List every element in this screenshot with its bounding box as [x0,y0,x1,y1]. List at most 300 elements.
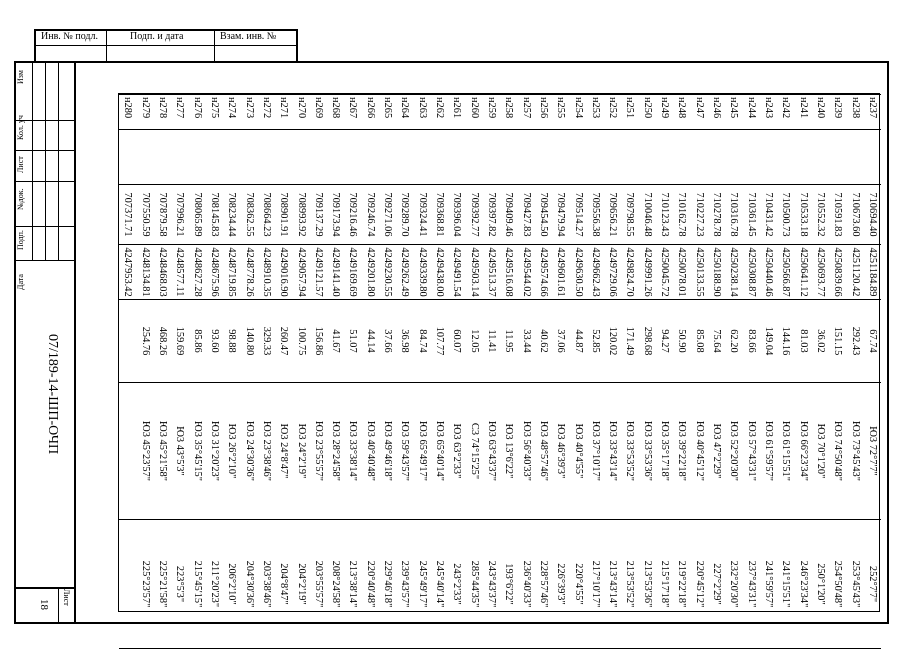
point-id: н257 [517,95,534,130]
bearing: Ю3 13°6'22" [500,383,517,520]
point-id: н243 [760,95,777,130]
azimuth: 246°23'34" [794,520,811,649]
distance: 36.02 [812,300,829,383]
y-coordinate: 4249141.40 [327,245,344,300]
bearing: Ю3 35°45'15" [189,383,206,520]
table-row [431,95,448,649]
distance: 11.95 [500,300,517,383]
blank-cell [517,130,534,185]
bearing: Ю3 23°38'46" [258,383,275,520]
y-coordinate: 4250566.87 [777,245,794,300]
bearing: Ю3 65°49'17" [414,383,431,520]
y-coordinate: 4248910.35 [258,245,275,300]
point-id: н251 [621,95,638,130]
table-row [569,95,586,649]
bearing: Ю3 40°4'55" [569,383,586,520]
distance: 44.87 [569,300,586,383]
x-coordinate: 710694.40 [864,185,881,245]
table-row [639,95,656,649]
y-coordinate: 4248627.28 [189,245,206,300]
y-coordinate: 4249601.61 [552,245,569,300]
azimuth: 203°38'46" [258,520,275,649]
x-coordinate: 709246.74 [362,185,379,245]
blank-cell [414,130,431,185]
blank-cell [725,130,742,185]
distance: 11.41 [483,300,500,383]
bearing: Ю3 61°59'57" [760,383,777,520]
table-row [656,95,673,649]
distance: 81.03 [794,300,811,383]
x-coordinate: 709514.27 [569,185,586,245]
y-coordinate: 4249491.54 [448,245,465,300]
x-coordinate: 708901.91 [275,185,292,245]
y-coordinate: 4251184.89 [864,245,881,300]
point-id: н256 [535,95,552,130]
blank-cell [621,130,638,185]
bearing: Ю3 52°20'30" [725,383,742,520]
point-id: н278 [154,95,171,130]
y-coordinate: 4247953.42 [119,245,137,300]
azimuth: 252°7'7" [864,520,881,649]
point-id: н239 [829,95,846,130]
x-coordinate: 707550.59 [137,185,154,245]
x-coordinate: 710500.73 [777,185,794,245]
azimuth: 208°24'58" [327,520,344,649]
distance: 85.86 [189,300,206,383]
coordinates-table [118,93,880,612]
x-coordinate: 709479.94 [552,185,569,245]
vzam-inv-label: Взам. инв. № [220,31,277,42]
azimuth: 227°2'29" [708,520,725,649]
x-coordinate: 708234.44 [223,185,240,245]
bearing: Ю3 74°50'48" [829,383,846,520]
y-coordinate: 4248778.26 [240,245,257,300]
coordinates-table-grid [119,94,881,649]
azimuth: 220°4'55" [569,520,586,649]
table-row [396,95,413,649]
y-coordinate: 4248577.11 [171,245,188,300]
y-coordinate: 4249121.57 [310,245,327,300]
x-coordinate: 710591.83 [829,185,846,245]
table-row [344,95,361,649]
stamp-list: Лист [16,156,25,173]
azimuth: 213°43'14" [604,520,621,649]
table-row [604,95,621,649]
blank-cell [119,130,137,185]
blank-cell [379,130,396,185]
y-coordinate: 4248719.85 [223,245,240,300]
y-coordinate: 4249630.50 [569,245,586,300]
blank-cell [604,130,621,185]
azimuth: 253°45'43" [846,520,863,649]
azimuth: 206°2'10" [223,520,240,649]
azimuth: 245°49'17" [414,520,431,649]
azimuth: 239°43'57" [396,520,413,649]
table-row [673,95,690,649]
bearing: Ю3 33°43'14" [604,383,621,520]
y-coordinate: 4250238.14 [725,245,742,300]
distance: 149.04 [760,300,777,383]
table-row [760,95,777,649]
bearing: Ю3 56°40'33" [517,383,534,520]
y-coordinate: 4249574.66 [535,245,552,300]
bearing: Ю3 63°43'37" [483,383,500,520]
point-id: н275 [206,95,223,130]
blank-cell [708,130,725,185]
azimuth: 204°8'47" [275,520,292,649]
x-coordinate: 709137.29 [310,185,327,245]
distance: 37.66 [379,300,396,383]
table-row [327,95,344,649]
x-coordinate: 710431.42 [760,185,777,245]
distance: 292.43 [846,300,863,383]
bearing: Ю3 47°2'29" [708,383,725,520]
blank-cell [327,130,344,185]
point-id: н242 [777,95,794,130]
blank-cell [258,130,275,185]
table-row [864,95,881,649]
x-coordinate: 708993.92 [292,185,309,245]
table-row [171,95,188,649]
azimuth: 217°10'17" [587,520,604,649]
blank-cell [864,130,881,185]
point-id: н276 [189,95,206,130]
x-coordinate: 709392.77 [466,185,483,245]
point-id: н255 [552,95,569,130]
x-coordinate: 709409.46 [500,185,517,245]
blank-cell [466,130,483,185]
blank-cell [794,130,811,185]
y-coordinate: 4250308.87 [743,245,760,300]
bearing: Ю3 31°20'23" [206,383,223,520]
x-coordinate: 709656.21 [604,185,621,245]
table-row [379,95,396,649]
bearing: Ю3 26°2'10" [223,383,240,520]
blank-cell [846,130,863,185]
x-coordinate: 710046.48 [639,185,656,245]
blank-cell [137,130,154,185]
distance: 100.75 [292,300,309,383]
y-coordinate: 4248134.81 [137,245,154,300]
stamp-podp: Подп. [16,230,25,250]
azimuth: 204°2'19" [292,520,309,649]
distance: 120.02 [604,300,621,383]
distance: 41.67 [327,300,344,383]
blank-cell [569,130,586,185]
point-id: н269 [310,95,327,130]
azimuth: 241°59'57" [760,520,777,649]
y-coordinate: 4249262.49 [396,245,413,300]
x-coordinate: 709324.41 [414,185,431,245]
bearing: С3 74°15'25" [466,383,483,520]
distance: 260.47 [275,300,292,383]
bearing: Ю3 61°15'51" [777,383,794,520]
document-code: 07/189-14-ШП-ОЧП [45,334,60,455]
bearing: Ю3 40°40'48" [362,383,379,520]
table-row [466,95,483,649]
blank-cell [691,130,708,185]
x-coordinate: 710533.18 [794,185,811,245]
x-coordinate: 710227.23 [691,185,708,245]
distance: 151.15 [829,300,846,383]
table-row [137,95,154,649]
x-coordinate: 707879.58 [154,185,171,245]
x-coordinate: 709289.70 [396,185,413,245]
blank-cell [171,130,188,185]
table-row [119,95,137,649]
distance: 44.14 [362,300,379,383]
point-id: н274 [223,95,240,130]
x-coordinate: 707371.71 [119,185,137,245]
bearing: Ю3 63°2'33" [448,383,465,520]
azimuth: 232°20'30" [725,520,742,649]
blank-cell [743,130,760,185]
azimuth: 223°5'3" [171,520,188,649]
y-coordinate: 4249503.14 [466,245,483,300]
distance: 144.16 [777,300,794,383]
blank-cell [292,130,309,185]
y-coordinate: 4250641.12 [794,245,811,300]
x-coordinate: 709271.06 [379,185,396,245]
y-coordinate: 4249516.08 [500,245,517,300]
x-coordinate: 708664.23 [258,185,275,245]
azimuth: 215°17'18" [656,520,673,649]
y-coordinate: 4249169.69 [344,245,361,300]
blank-cell [812,130,829,185]
distance: 254.76 [137,300,154,383]
azimuth: 285°44'35" [466,520,483,649]
bearing: Ю3 45°23'57" [137,383,154,520]
y-coordinate: 4250839.66 [829,245,846,300]
bearing: Ю3 33°53'36" [639,383,656,520]
point-id: н268 [327,95,344,130]
y-coordinate: 4250693.77 [812,245,829,300]
table-row [535,95,552,649]
distance: 62.20 [725,300,742,383]
table-row [189,95,206,649]
bearing: Ю3 73°45'43" [846,383,863,520]
blank-cell [448,130,465,185]
bearing: Ю3 66°23'34" [794,383,811,520]
y-coordinate: 4250440.46 [760,245,777,300]
azimuth: 219°22'18" [673,520,690,649]
blank-cell [154,130,171,185]
bearing: Ю3 65°40'14" [431,383,448,520]
bearing: Ю3 57°43'31" [743,383,760,520]
azimuth: 213°53'52" [621,520,638,649]
bearing: Ю3 70°1'20" [812,383,829,520]
x-coordinate: 709368.81 [431,185,448,245]
bearing: Ю3 24°8'47" [275,383,292,520]
x-coordinate: 710361.45 [743,185,760,245]
azimuth: 213°53'36" [639,520,656,649]
point-id: н267 [344,95,361,130]
point-id: н237 [864,95,881,130]
blank-cell [344,130,361,185]
distance: 12.05 [466,300,483,383]
distance: 83.66 [743,300,760,383]
azimuth: 215°45'15" [189,520,206,649]
azimuth: 220°45'12" [691,520,708,649]
distance: 85.08 [691,300,708,383]
blank-cell [483,130,500,185]
distance: 37.06 [552,300,569,383]
table-row [414,95,431,649]
bearing: Ю3 28°24'58" [327,383,344,520]
distance: 468.26 [154,300,171,383]
blank-cell [189,130,206,185]
x-coordinate: 709798.55 [621,185,638,245]
azimuth: 237°43'31" [743,520,760,649]
x-coordinate: 708362.55 [240,185,257,245]
point-id: н262 [431,95,448,130]
distance: 84.74 [414,300,431,383]
y-coordinate: 4249201.80 [362,245,379,300]
azimuth: 220°40'48" [362,520,379,649]
table-row [708,95,725,649]
point-id: н250 [639,95,656,130]
y-coordinate: 4249339.80 [414,245,431,300]
point-id: н272 [258,95,275,130]
bearing: Ю3 35°17'18" [656,383,673,520]
x-coordinate: 709397.82 [483,185,500,245]
distance: 107.77 [431,300,448,383]
blank-cell [240,130,257,185]
bearing: Ю3 24°30'36" [240,383,257,520]
point-id: н254 [569,95,586,130]
x-coordinate: 708065.89 [189,185,206,245]
azimuth: 213°38'14" [344,520,361,649]
podp-data-label: Подп. и дата [130,31,184,42]
sheet-label: Лист [62,589,71,606]
table-row [292,95,309,649]
table-row [812,95,829,649]
table-row [777,95,794,649]
table-row [829,95,846,649]
blank-cell [223,130,240,185]
y-coordinate: 4249057.94 [292,245,309,300]
bearing: Ю3 40°45'12" [691,383,708,520]
azimuth: 236°40'33" [517,520,534,649]
blank-cell [275,130,292,185]
stamp-data: Дата [16,274,25,290]
azimuth: 226°39'3" [552,520,569,649]
blank-cell [829,130,846,185]
y-coordinate: 4249016.90 [275,245,292,300]
x-coordinate: 709454.50 [535,185,552,245]
table-row [846,95,863,649]
blank-cell [206,130,223,185]
inv-podl-label: Инв. № подл. [41,31,98,42]
x-coordinate: 710552.32 [812,185,829,245]
distance: 60.07 [448,300,465,383]
distance: 52.85 [587,300,604,383]
bearing: Ю3 72°7'7" [864,383,881,520]
y-coordinate: 4250045.72 [656,245,673,300]
distance: 36.98 [396,300,413,383]
y-coordinate: 4251120.42 [846,245,863,300]
bearing: Ю3 24°2'19" [292,383,309,520]
point-id: н241 [794,95,811,130]
point-id: н277 [171,95,188,130]
blank-cell [777,130,794,185]
stamp-izm: Изм [16,70,25,84]
point-id: н270 [292,95,309,130]
table-row [552,95,569,649]
distance: 33.44 [517,300,534,383]
distance: 98.88 [223,300,240,383]
bearing: Ю3 45°21'58" [154,383,171,520]
azimuth [119,520,137,649]
distance: 94.27 [656,300,673,383]
distance: 75.64 [708,300,725,383]
x-coordinate: 710316.78 [725,185,742,245]
point-id: н266 [362,95,379,130]
table-row [240,95,257,649]
table-row [587,95,604,649]
table-row [206,95,223,649]
bearing: Ю3 33°53'52" [621,383,638,520]
x-coordinate: 710123.43 [656,185,673,245]
y-coordinate: 4249662.43 [587,245,604,300]
bearing: Ю3 33°38'14" [344,383,361,520]
blank-cell [760,130,777,185]
point-id: н247 [691,95,708,130]
blank-cell [656,130,673,185]
table-row [362,95,379,649]
azimuth: 225°21'58" [154,520,171,649]
x-coordinate: 709216.46 [344,185,361,245]
x-coordinate: 710278.78 [708,185,725,245]
point-id: н245 [725,95,742,130]
point-id: н240 [812,95,829,130]
x-coordinate: 710673.60 [846,185,863,245]
table-row [154,95,171,649]
y-coordinate: 4249991.26 [639,245,656,300]
table-row [500,95,517,649]
blank-cell [310,130,327,185]
table-row [310,95,327,649]
point-id: н259 [483,95,500,130]
azimuth: 228°57'46" [535,520,552,649]
point-id: н279 [137,95,154,130]
point-id: н238 [846,95,863,130]
x-coordinate: 709396.04 [448,185,465,245]
distance: 51.07 [344,300,361,383]
table-row [621,95,638,649]
point-id: н260 [466,95,483,130]
blank-cell [535,130,552,185]
table-row [223,95,240,649]
point-id: н261 [448,95,465,130]
table-row [691,95,708,649]
blank-cell [639,130,656,185]
bearing: Ю3 48°57'46" [535,383,552,520]
y-coordinate: 4250078.01 [673,245,690,300]
azimuth: 193°6'22" [500,520,517,649]
blank-cell [431,130,448,185]
stamp-kol-uch: Кол. уч [16,115,25,140]
y-coordinate: 4249230.55 [379,245,396,300]
table-row [743,95,760,649]
y-coordinate: 4249438.00 [431,245,448,300]
y-coordinate: 4249824.70 [621,245,638,300]
x-coordinate: 710162.78 [673,185,690,245]
azimuth: 204°30'36" [240,520,257,649]
point-id: н280 [119,95,137,130]
distance: 140.80 [240,300,257,383]
azimuth: 254°50'48" [829,520,846,649]
